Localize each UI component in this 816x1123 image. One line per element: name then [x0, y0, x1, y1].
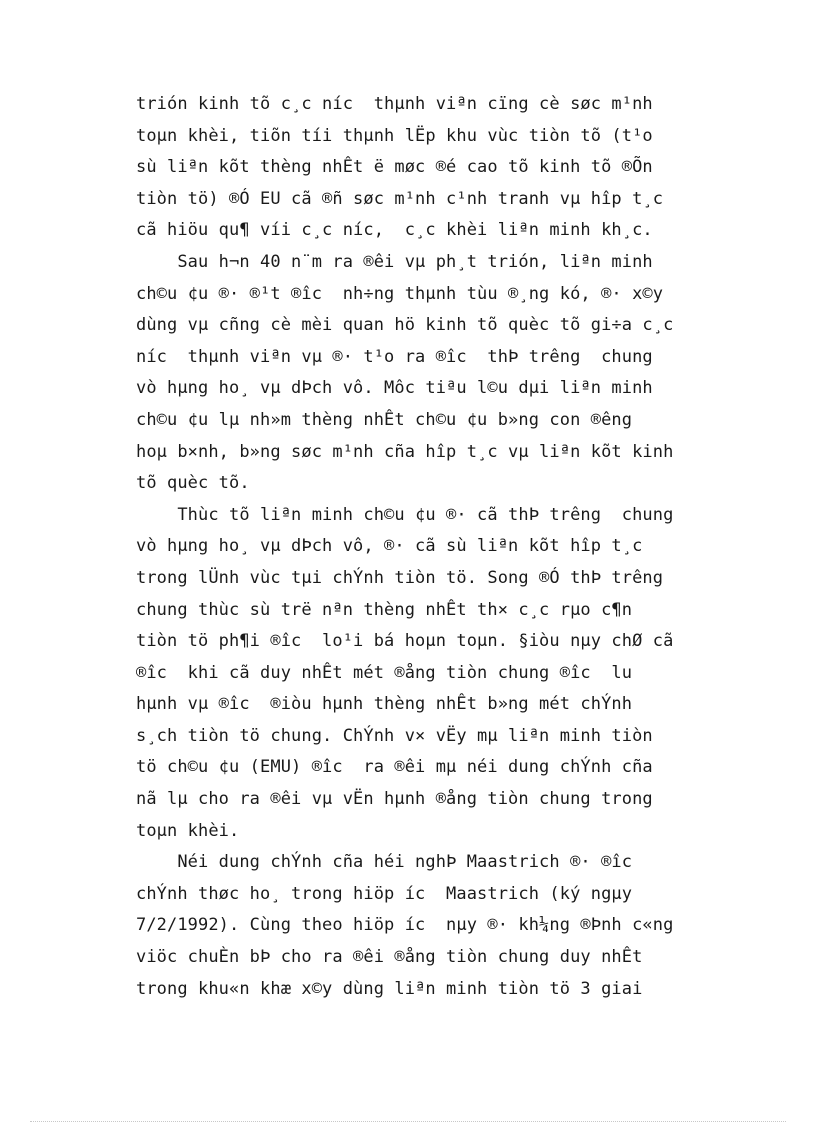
text-line: ch©u ¢u lµ nh»m thèng nhÊt ch©u ¢u b»ng con ®êng: [136, 409, 633, 430]
text-line: Néi dung chÝnh cña héi nghÞ Maastrich ®· ®îc: [136, 852, 633, 873]
text-line: trión kinh tõ c¸c níc thµnh viªn cïng cè søc m¹nh: [136, 94, 653, 114]
text-line: 7/2/1992). Cùng theo hiöp íc nµy ®· kh¼ng ®Þnh c«ng: [136, 915, 674, 936]
text-line: cã hiöu qu¶ víi c¸c níc, c¸c khèi liªn minh kh¸c.: [136, 220, 653, 241]
text-line: tiòn tö) ®Ó EU cã ®ñ søc m¹nh c¹nh tranh vµ hîp t¸c: [136, 188, 664, 209]
text-line: s¸ch tiòn tö chung. ChÝnh v× vËy mµ liªn minh tiòn: [136, 725, 653, 746]
text-line: chÝnh thøc ho¸ trong hiöp íc Maastrich (ký ngµy: [136, 883, 633, 904]
text-line: vò hµng ho¸ vµ dÞch vô. Môc tiªu l©u dµi liªn minh: [136, 378, 653, 399]
text-line: sù liªn kõt thèng nhÊt ë møc ®é cao tõ kinh tõ ®Õn: [136, 157, 653, 178]
text-line: trong lÜnh vùc tµi chÝnh tiòn tö. Song ®Ó thÞ trêng: [136, 567, 664, 588]
text-line: toµn khèi, tiõn tíi thµnh lËp khu vùc tiòn tõ (t¹o: [136, 125, 653, 146]
text-line: dùng vµ cñng cè mèi quan hö kinh tõ quèc tõ gi÷a c¸c: [136, 315, 674, 336]
text-line: Sau h¬n 40 n¨m ra ®êi vµ ph¸t trión, liªn minh: [136, 251, 653, 272]
text-line: chung thùc sù trë nªn thèng nhÊt th× c¸c rµo c¶n: [136, 599, 633, 620]
text-line: hµnh vµ ®îc ®iòu hµnh thèng nhÊt b»ng mét chÝnh: [136, 694, 633, 715]
text-line: níc thµnh viªn vµ ®· t¹o ra ®îc thÞ trêng chung: [136, 346, 653, 367]
body-text: [136, 89, 740, 1005]
text-line: nã lµ cho ra ®êi vµ vËn hµnh ®ång tiòn chung trong: [136, 789, 653, 810]
text-line: tö ch©u ¢u (EMU) ®îc ra ®êi mµ néi dung chÝnh cña: [136, 757, 653, 778]
text-line: toµn khèi.: [136, 820, 240, 841]
text-line: tiòn tö ph¶i ®îc lo¹i bá hoµn toµn. §iòu nµy chØ cã: [136, 631, 674, 652]
text-line: trong khu«n khæ x©y dùng liªn minh tiòn tö 3 giai: [136, 978, 643, 999]
text-line: Thùc tõ liªn minh ch©u ¢u ®· cã thÞ trêng chung: [136, 504, 674, 525]
text-line: vò hµng ho¸ vµ dÞch vô, ®· cã sù liªn kõt hîp t¸c: [136, 536, 643, 557]
text-line: ®îc khi cã duy nhÊt mét ®ång tiòn chung ®îc lu: [136, 662, 633, 683]
page-bottom-divider: [30, 1121, 786, 1122]
text-line: hoµ b×nh, b»ng søc m¹nh cña hîp t¸c vµ liªn kõt kinh: [136, 441, 674, 462]
text-line: ch©u ¢u ®· ®¹t ®îc nh÷ng thµnh tùu ®¸ng kó, ®· x©y: [136, 283, 664, 304]
text-line: viöc chuÈn bÞ cho ra ®êi ®ång tiòn chung duy nhÊt: [136, 947, 643, 968]
text-line: tõ quèc tõ.: [136, 473, 250, 494]
